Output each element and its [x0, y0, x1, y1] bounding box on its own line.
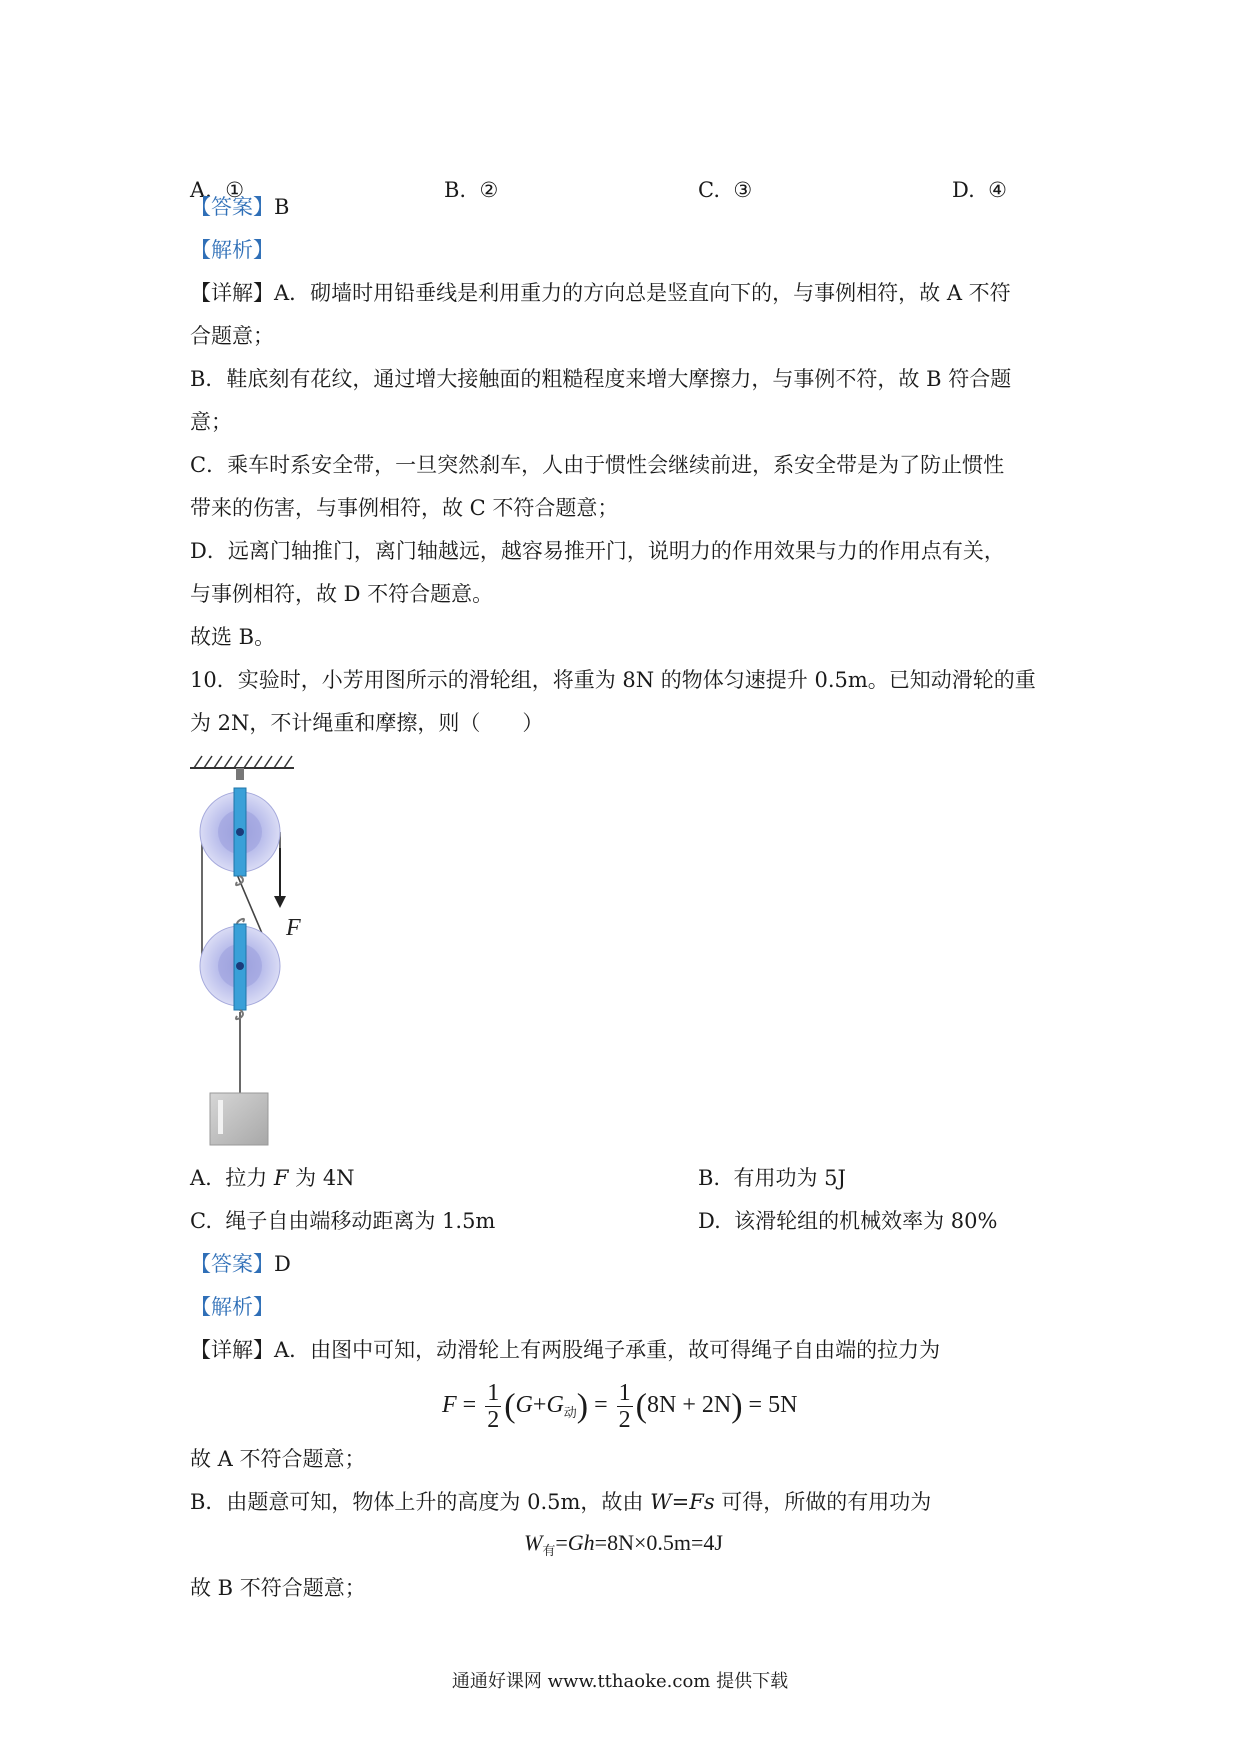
q9-detail-line-6: 带来的伤害，与事例相符，故 C 不符合题意； [190, 496, 619, 520]
q10-stem-line-2: 为 2N，不计绳重和摩擦，则（ ） [190, 711, 544, 735]
fixed-pulley [200, 768, 280, 885]
q10-option-a: A. 拉力 F 为 4N [190, 1166, 355, 1190]
q10-analysis-tag: 【解析】 [190, 1295, 274, 1319]
q10-option-c: C. 绳子自由端移动距离为 1.5m [190, 1209, 496, 1233]
q10-answer: 【答案】D [190, 1252, 291, 1276]
pulley-diagram [190, 748, 330, 1148]
q10-detail-a: 【详解】A．由图中可知，动滑轮上有两股绳子承重，故可得绳子自由端的拉力为 [190, 1338, 941, 1362]
q9-detail-line-3: B．鞋底刻有花纹，通过增大接触面的粗糙程度来增大摩擦力，与事例不符，故 B 符合题 [190, 367, 1012, 391]
formula-useful-work: $W_有=Gh=8N\times 0.5m=4J$ [524, 1530, 723, 1558]
option-b: B. ② [444, 178, 499, 202]
q9-detail-line-8: 与事例相符，故 D 不符合题意。 [190, 582, 494, 606]
q9-detail-line-5: C．乘车时系安全带，一旦突然刹车，人由于惯性会继续前进，系安全带是为了防止惯性 [190, 453, 1005, 477]
page-footer: 通通好课网 www.tthaoke.com 提供下载 [451, 1671, 789, 1692]
ceiling-hatch [190, 756, 294, 768]
q9-answer: 【答案】B [190, 195, 290, 219]
q10-after-a: 故 A 不符合题意； [190, 1447, 366, 1471]
force-arrow [274, 848, 286, 908]
q9-detail-line-7: D．远离门轴推门，离门轴越远，越容易推开门，说明力的作用效果与力的作用点有关， [190, 539, 1005, 563]
q10-option-b: B. 有用功为 5J [698, 1166, 846, 1190]
force-label: F [286, 915, 301, 941]
answer-tag: 【答案】 [190, 195, 274, 219]
q10-detail-b: B．由题意可知，物体上升的高度为 0.5m，故由 W=Fs 可得，所做的有用功为 [190, 1490, 932, 1514]
option-a: A. ① [190, 178, 245, 202]
q9-analysis-tag: 【解析】 [190, 238, 274, 262]
q10-after-b: 故 B 不符合题意； [190, 1576, 366, 1600]
q9-detail-line-2: 合题意； [190, 324, 274, 348]
q9-detail-line-1: 【详解】A．砌墙时用铅垂线是利用重力的方向总是竖直向下的，与事例相符，故 A 不符 [190, 281, 1011, 305]
option-d: D. ④ [952, 178, 1007, 202]
formula-force: F = $\frac{1}{2}$ $(G+G_动)$ = $\frac{1}{2}$ (8N + 2N) = 5N [442, 1380, 798, 1433]
q10-stem-line-1: 10．实验时，小芳用图所示的滑轮组，将重为 8N 的物体匀速提升 0.5m。已知动滑轮的重 [190, 668, 1036, 692]
option-c: C. ③ [698, 178, 753, 202]
moving-pulley [200, 919, 280, 1019]
q10-option-d: D. 该滑轮组的机械效率为 80% [698, 1209, 998, 1233]
q9-detail-line-4: 意； [190, 410, 232, 434]
q9-conclusion: 故选 B。 [190, 625, 276, 649]
load-block [210, 1093, 268, 1145]
